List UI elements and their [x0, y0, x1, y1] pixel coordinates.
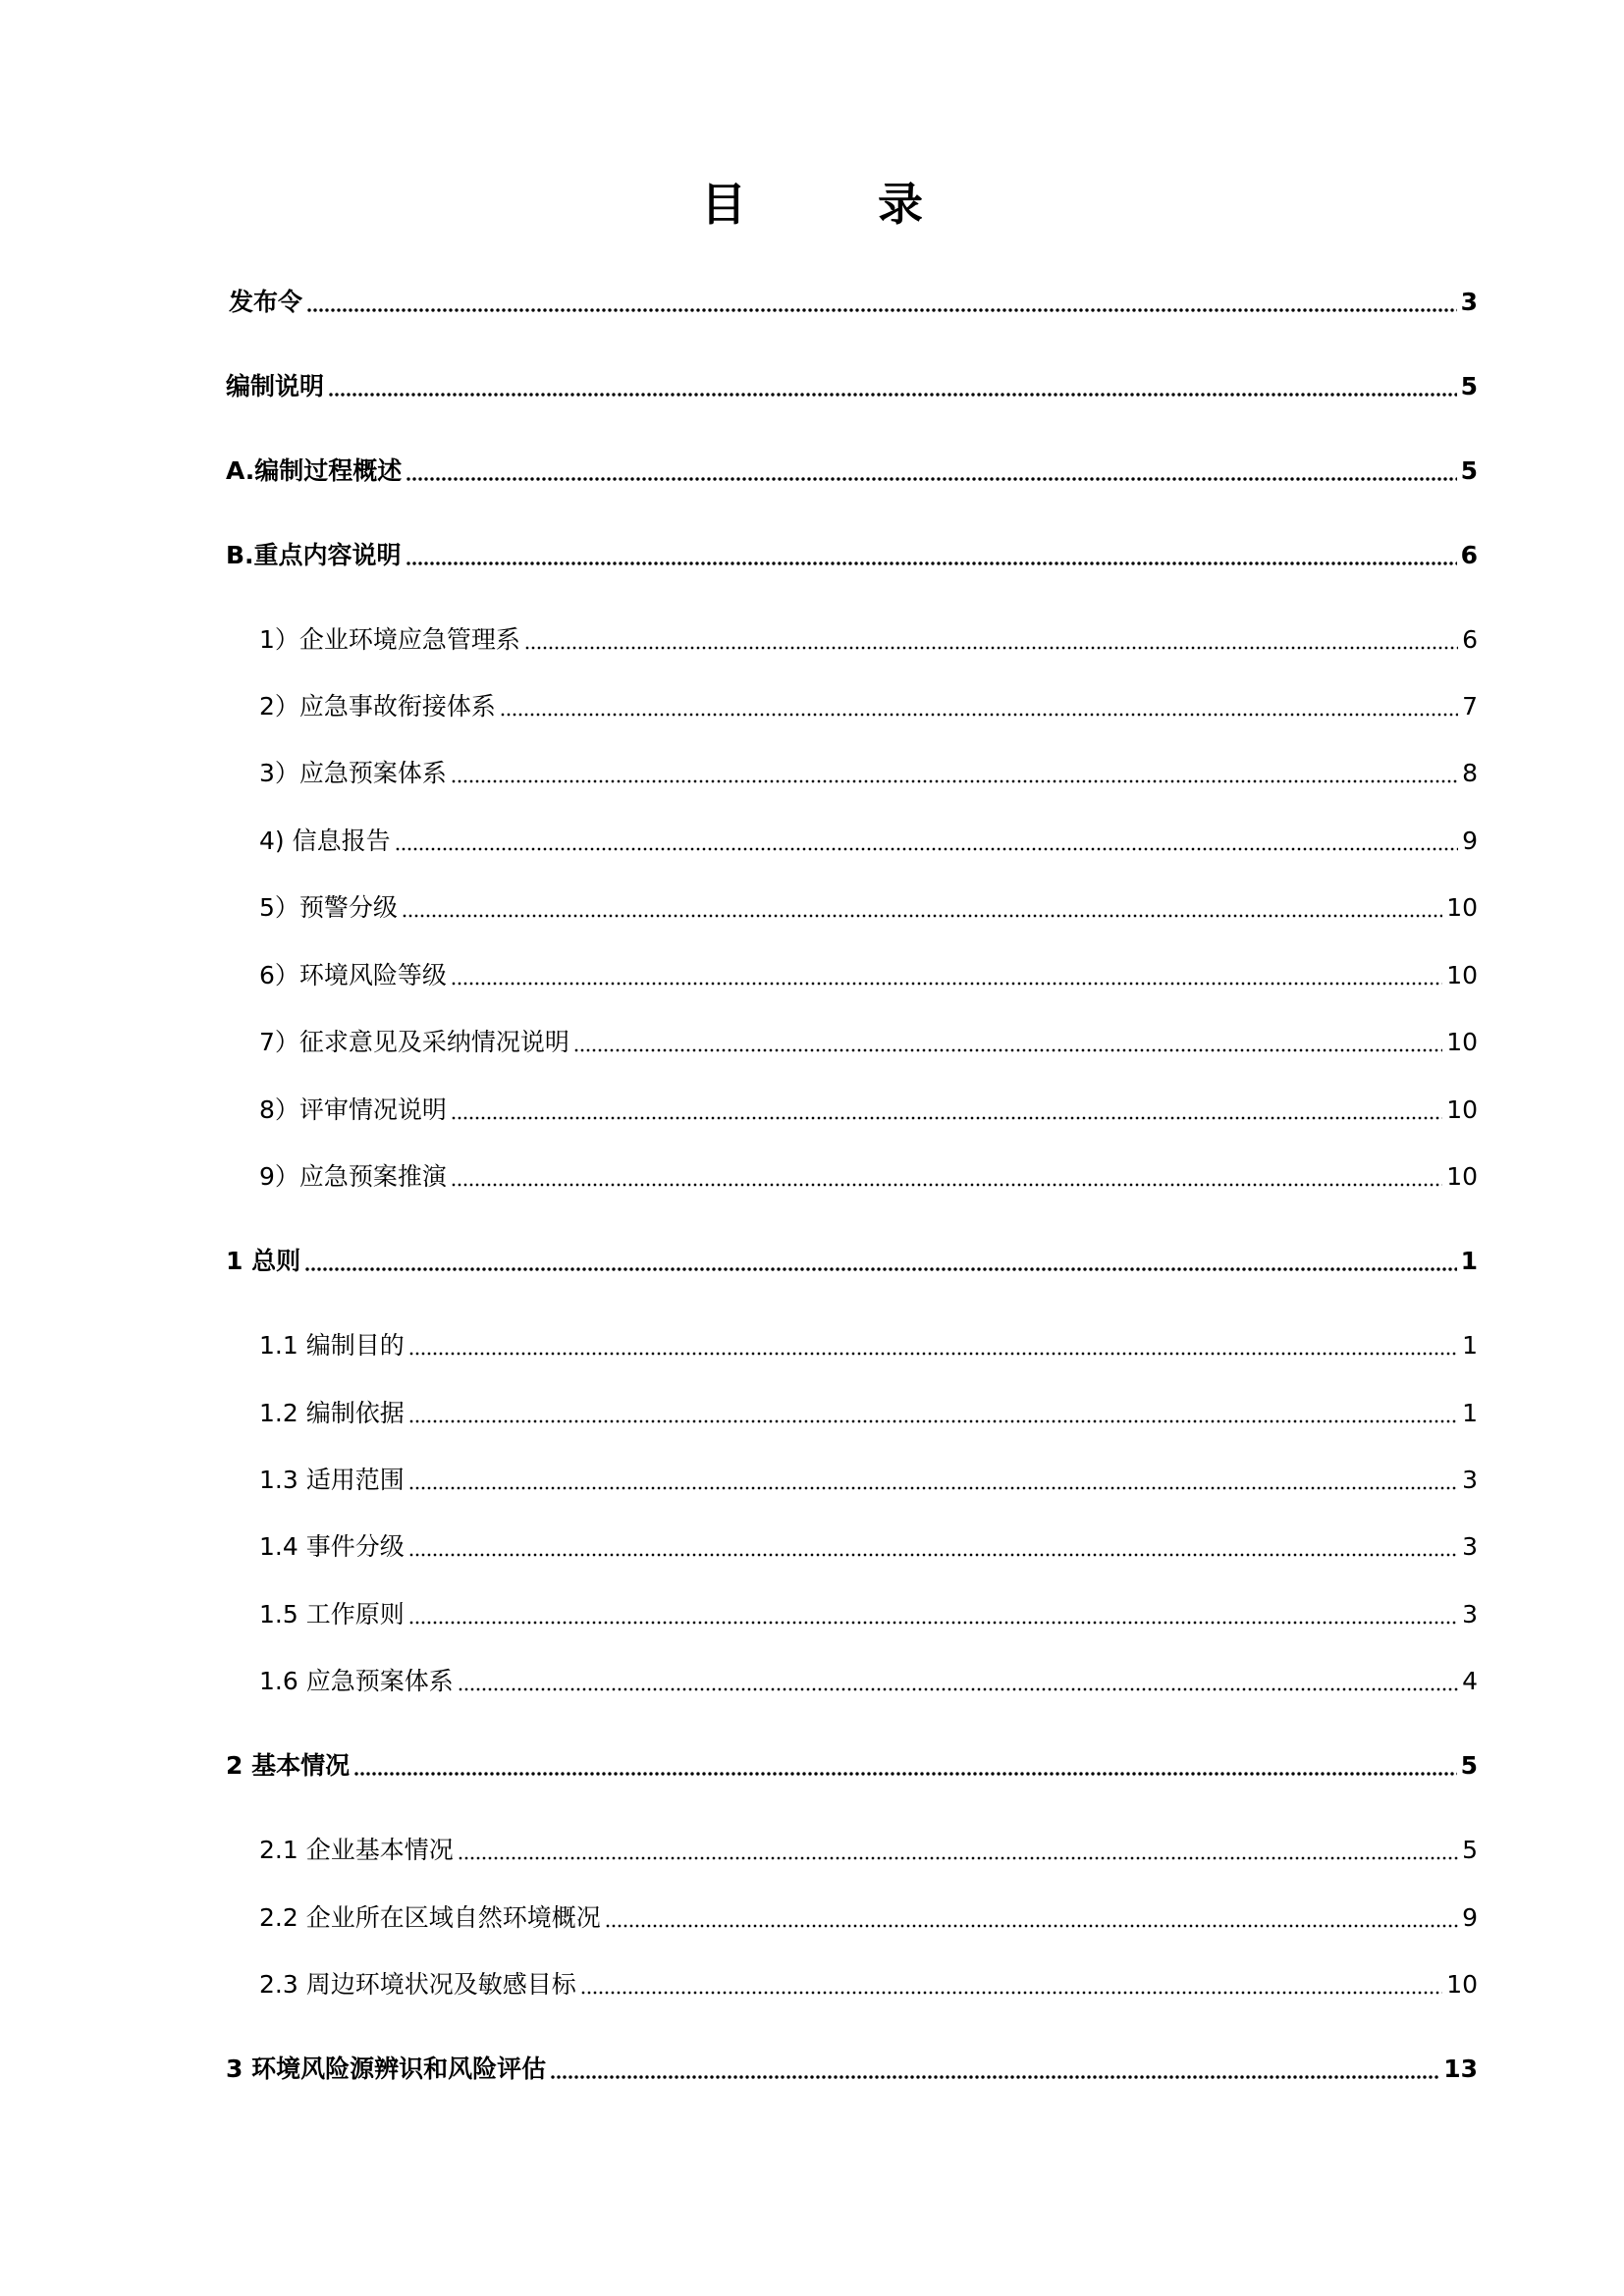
toc-dot-leader [458, 1687, 1458, 1691]
toc-entry-label: 1.3 适用范围 [259, 1466, 405, 1494]
toc-entry-page: 13 [1443, 2055, 1478, 2083]
toc-entry[interactable] [226, 2052, 1478, 2087]
toc-entry-label: 2 基本情况 [226, 1751, 351, 1780]
toc-dot-leader [353, 1772, 1456, 1776]
toc-entry-label: 1 总则 [226, 1247, 301, 1275]
toc-entry-page: 4 [1462, 1667, 1478, 1695]
toc-dot-leader [328, 393, 1457, 397]
toc-entry[interactable] [259, 890, 1478, 926]
toc-dot-leader [451, 982, 1442, 986]
toc-entry[interactable] [226, 1244, 1478, 1279]
toc-entry-label: 8）评审情况说明 [259, 1095, 447, 1124]
toc-dot-leader [408, 1621, 1458, 1625]
toc-entry-label: 5）预警分级 [259, 893, 398, 922]
toc-entry-page: 5 [1460, 1751, 1478, 1780]
toc-entry[interactable] [259, 1396, 1478, 1431]
toc-entry-label: A.编制过程概述 [226, 456, 403, 485]
toc-dot-leader [524, 646, 1458, 650]
toc-entry-label: 9）应急预案推演 [259, 1162, 447, 1191]
toc-entry[interactable] [226, 454, 1478, 489]
toc-entry-label: 编制说明 [226, 372, 325, 400]
toc-entry-page: 7 [1462, 692, 1478, 721]
page-title: 目 录 [701, 178, 966, 231]
toc-entry[interactable] [259, 958, 1478, 993]
toc-entry-page: 10 [1446, 961, 1478, 989]
toc-entry-page: 5 [1460, 456, 1478, 485]
toc-entry-page: 6 [1462, 625, 1478, 654]
toc-entry-page: 10 [1446, 893, 1478, 922]
toc-entry-label: 2.3 周边环境状况及敏感目标 [259, 1970, 576, 1999]
toc-entry-label: 3）应急预案体系 [259, 759, 447, 787]
toc-entry-label: 发布令 [229, 288, 303, 316]
toc-entry-page: 6 [1460, 541, 1478, 569]
toc-entry-label: 4) 信息报告 [259, 827, 391, 855]
toc-dot-leader [451, 1183, 1442, 1187]
toc-dot-leader [306, 308, 1457, 312]
toc-dot-leader [406, 477, 1456, 481]
toc-entry[interactable] [259, 1967, 1478, 2002]
toc-entry-label: 3 环境风险源辨识和风险评估 [226, 2055, 547, 2083]
toc-entry-page: 10 [1446, 1095, 1478, 1124]
toc-dot-leader [408, 1419, 1458, 1423]
toc-entry[interactable] [259, 1328, 1478, 1363]
toc-entry-label: B.重点内容说明 [226, 541, 402, 569]
toc-dot-leader [304, 1267, 1456, 1271]
toc-entry[interactable] [259, 1025, 1478, 1060]
toc-entry-label: 2.1 企业基本情况 [259, 1836, 454, 1864]
toc-entry-label: 2.2 企业所在区域自然环境概况 [259, 1903, 601, 1932]
toc-entry[interactable] [259, 1833, 1478, 1868]
toc-entry[interactable] [226, 369, 1478, 404]
toc-entry[interactable] [229, 285, 1478, 320]
toc-entry[interactable] [226, 538, 1478, 573]
toc-entry-label: 6）环境风险等级 [259, 961, 447, 989]
toc-dot-leader [605, 1924, 1458, 1928]
toc-entry-page: 3 [1462, 1466, 1478, 1494]
toc-entry-label: 1.6 应急预案体系 [259, 1667, 454, 1695]
toc-entry[interactable] [259, 622, 1478, 658]
toc-entry[interactable] [259, 824, 1478, 859]
toc-entry-label: 1）企业环境应急管理系 [259, 625, 520, 654]
toc-entry[interactable] [259, 1529, 1478, 1565]
toc-dot-leader [573, 1048, 1442, 1052]
toc-entry-page: 3 [1462, 1600, 1478, 1629]
toc-entry[interactable] [259, 1159, 1478, 1195]
toc-entry[interactable] [259, 1597, 1478, 1632]
toc-entry[interactable] [259, 1463, 1478, 1498]
toc-dot-leader [451, 779, 1458, 783]
toc-entry-label: 2）应急事故衔接体系 [259, 692, 496, 721]
toc-dot-leader [500, 713, 1458, 717]
toc-dot-leader [458, 1856, 1458, 1860]
toc-entry-label: 1.1 编制目的 [259, 1331, 405, 1360]
toc-dot-leader [406, 561, 1457, 565]
toc-dot-leader [408, 1553, 1458, 1557]
toc-entry-page: 10 [1446, 1028, 1478, 1056]
toc-entry[interactable] [259, 1900, 1478, 1936]
toc-entry-page: 5 [1460, 372, 1478, 400]
toc-dot-leader [408, 1486, 1458, 1490]
toc-dot-leader [402, 914, 1442, 918]
toc-entry-page: 3 [1462, 1532, 1478, 1561]
toc-entry[interactable] [259, 756, 1478, 791]
toc-entry-page: 9 [1462, 1903, 1478, 1932]
toc-entry-label: 1.2 编制依据 [259, 1399, 405, 1427]
toc-entry-label: 1.4 事件分级 [259, 1532, 405, 1561]
toc-entry-page: 9 [1462, 827, 1478, 855]
toc-entry-page: 3 [1460, 288, 1478, 316]
toc-entry-page: 10 [1446, 1162, 1478, 1191]
toc-entry[interactable] [259, 1093, 1478, 1128]
toc-entry-page: 8 [1462, 759, 1478, 787]
toc-dot-leader [395, 847, 1458, 851]
toc-dot-leader [408, 1352, 1458, 1356]
toc-entry-page: 1 [1460, 1247, 1478, 1275]
toc-dot-leader [451, 1116, 1442, 1120]
toc-entry[interactable] [259, 1664, 1478, 1699]
toc-entry-label: 1.5 工作原则 [259, 1600, 405, 1629]
toc-entry-page: 5 [1462, 1836, 1478, 1864]
toc-entry-page: 1 [1462, 1331, 1478, 1360]
toc-entry-page: 10 [1446, 1970, 1478, 1999]
toc-entry[interactable] [259, 689, 1478, 724]
toc-entry-page: 1 [1462, 1399, 1478, 1427]
toc-dot-leader [580, 1991, 1442, 1995]
toc-entry[interactable] [226, 1748, 1478, 1784]
toc-dot-leader [550, 2075, 1439, 2079]
toc-entry-label: 7）征求意见及采纳情况说明 [259, 1028, 569, 1056]
